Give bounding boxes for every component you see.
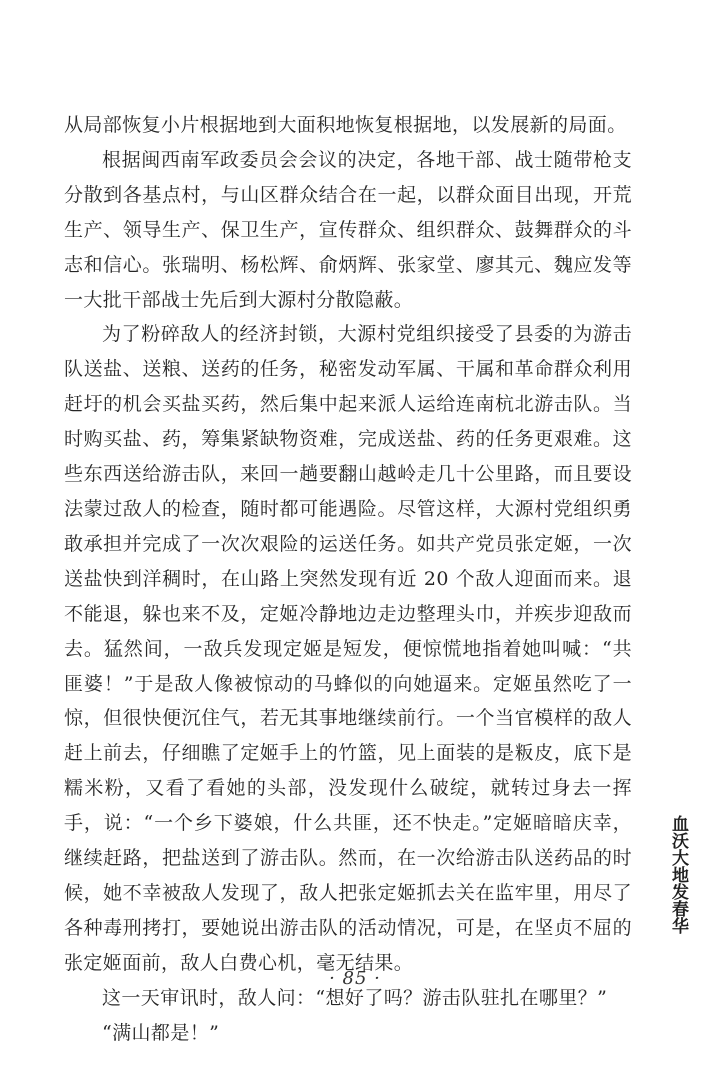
paragraph: 根据闽西南军政委员会会议的决定，各地干部、战士随带枪支分散到各基点村，与山区群众结合在一起，以群众面目出现，开荒生产、领导生产、保卫生产，宣传群众、组织群众、鼓舞群众的斗志和信心。张瑞明、杨松辉、俞炳辉、张家堂、廖其元、魏应发等一大批干部战士先后到大源村分散隐蔽。: [64, 148, 632, 311]
chapter-side-title: 血沃大地发春华: [668, 815, 688, 934]
page-number: · 85 ·: [329, 968, 381, 989]
paragraph-continuation: 从局部恢复小片根据地到大面积地恢复根据地，以发展新的局面。: [64, 114, 627, 136]
paragraph: 这一天审讯时，敌人问：“想好了吗？游击队驻扎在哪里？”: [102, 986, 608, 1009]
paragraph: “满山都是！”: [102, 1021, 220, 1044]
paragraph: 为了粉碎敌人的经济封锁，大源村党组织接受了县委的为游击队送盐、送粮、送药的任务，秘密发动军属、干属和革命群众利用赶圩的机会买盐买药，然后集中起来派人运给连南杭北游击队。当时购买盐、药，筹集紧缺物资难，完成送盐、药的任务更艰难。这些东西送给游击队，来回一趟要翻山越岭走几十公里路，而且要设法蒙过敌人的检查，随时都可能遇险。尽管这样，大源村党组织勇敢承担并完成了一次次艰险的运送任务。如共产党员张定姬，一次送盐快到洋稠时，在山路上突然发现有近 20 个敌人迎面而来。退不能退，躲也来不及，定姬冷静地边走边整理头巾，并疾步迎敌而去。猛然间，一敌兵发现定姬是短发，便惊慌地指着她叫喊：“共匪婆！”于是敌人像被惊动的马蜂似的向她逼来。定姬虽然吃了一惊，但很快便沉住气，若无其事地继续前行。一个当官模样的敌人赶上前去，仔细瞧了定姬手上的竹篮，见上面装的是粄皮，底下是糯米粉，又看了看她的头部，没发现什么破绽，就转过身去一挥手，说：“一个乡下婆娘，什么共匪，还不快走。”定姬暗暗庆幸，继续赶路，把盐送到了游击队。然而，在一次给游击队送药品的时候，她不幸被敌人发现了，敌人把张定姬抓去关在监牢里，用尽了各种毒刑拷打，要她说出游击队的活动情况，可是，在坚贞不屈的张定姬面前，敌人白费心机，毫无结果。: [64, 323, 632, 974]
body-text: [64, 108, 632, 1050]
